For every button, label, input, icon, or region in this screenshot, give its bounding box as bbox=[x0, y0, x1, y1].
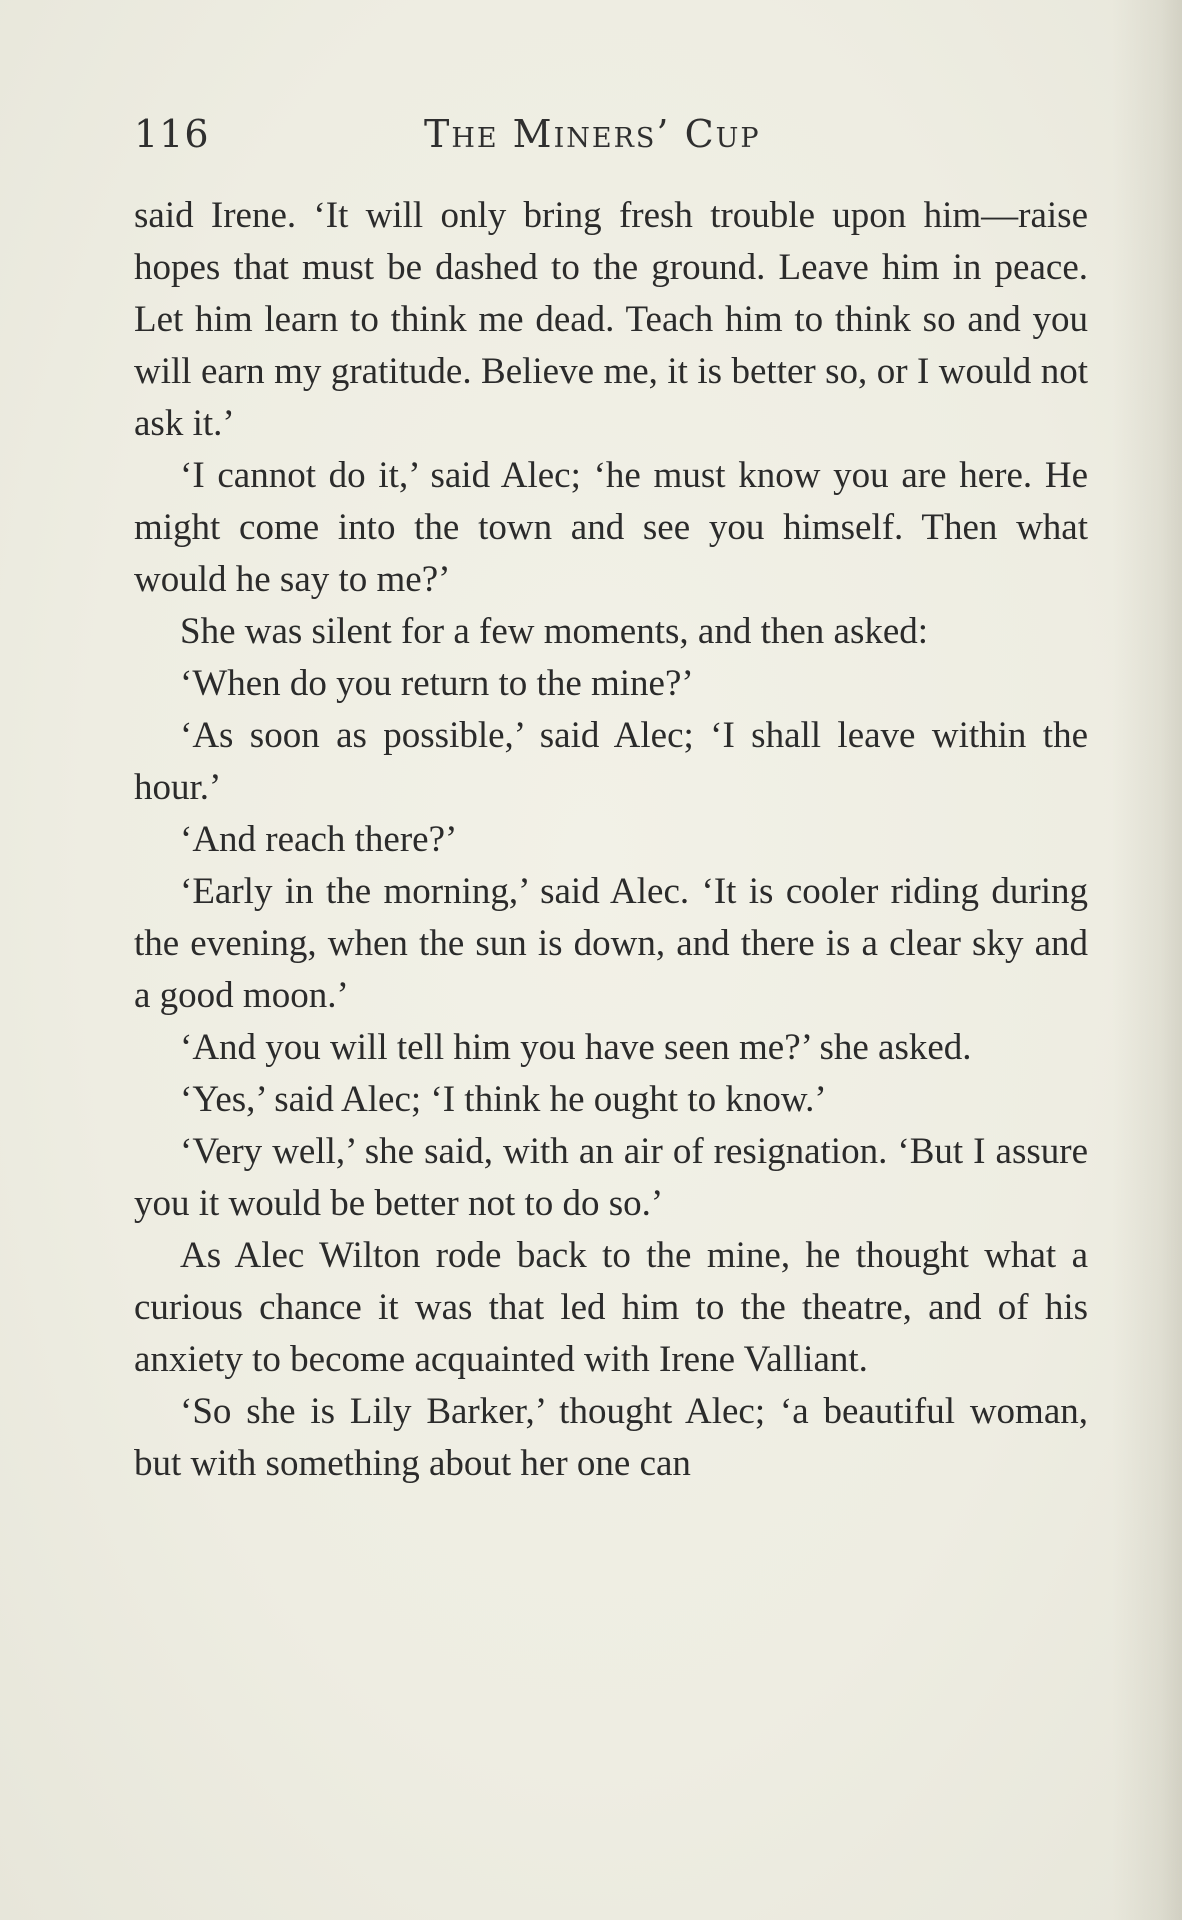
paragraph-continuation: said Irene. ‘It will only bring fresh trouble upon him—raise hopes that must be dashed to the ground. Leave him in peace. Let him learn to think me dead. Teach him to think so and you will earn my gratitude. Believe me, it is better so, or I would not ask it.’ bbox=[134, 195, 1088, 444]
page-edge-shadow bbox=[1112, 0, 1182, 1920]
page-number: 116 bbox=[134, 112, 210, 156]
page-header bbox=[134, 112, 1084, 172]
paragraph: ‘Very well,’ she said, with an air of resignation. ‘But I assure you it would be better not to do so.’ bbox=[134, 1131, 1088, 1224]
paragraph: She was silent for a few moments, and then asked: bbox=[180, 611, 929, 652]
paragraph: ‘As soon as possible,’ said Alec; ‘I shall leave within the hour.’ bbox=[134, 715, 1088, 808]
paragraph: As Alec Wilton rode back to the mine, he thought what a curious chance it was that led him to the theatre, and of his anxiety to become acquainted with Irene Valliant. bbox=[134, 1235, 1088, 1380]
paragraph: ‘When do you return to the mine?’ bbox=[180, 663, 694, 704]
paragraph: ‘So she is Lily Barker,’ thought Alec; ‘a beautiful woman, but with something about her one can bbox=[134, 1391, 1088, 1484]
paragraph: ‘I cannot do it,’ said Alec; ‘he must know you are here. He might come into the town and see you himself. Then what would he say to me?’ bbox=[134, 455, 1088, 600]
paragraph: ‘And you will tell him you have seen me?’ she asked. bbox=[180, 1027, 972, 1068]
running-title: The Miners’ Cup bbox=[424, 112, 761, 156]
paragraph: ‘Early in the morning,’ said Alec. ‘It is cooler riding during the evening, when the sun is down, and there is a clear sky and a good moon.’ bbox=[134, 871, 1088, 1016]
paragraph: ‘Yes,’ said Alec; ‘I think he ought to know.’ bbox=[180, 1079, 827, 1120]
paragraph: ‘And reach there?’ bbox=[180, 819, 458, 860]
body-text bbox=[134, 190, 1088, 1490]
